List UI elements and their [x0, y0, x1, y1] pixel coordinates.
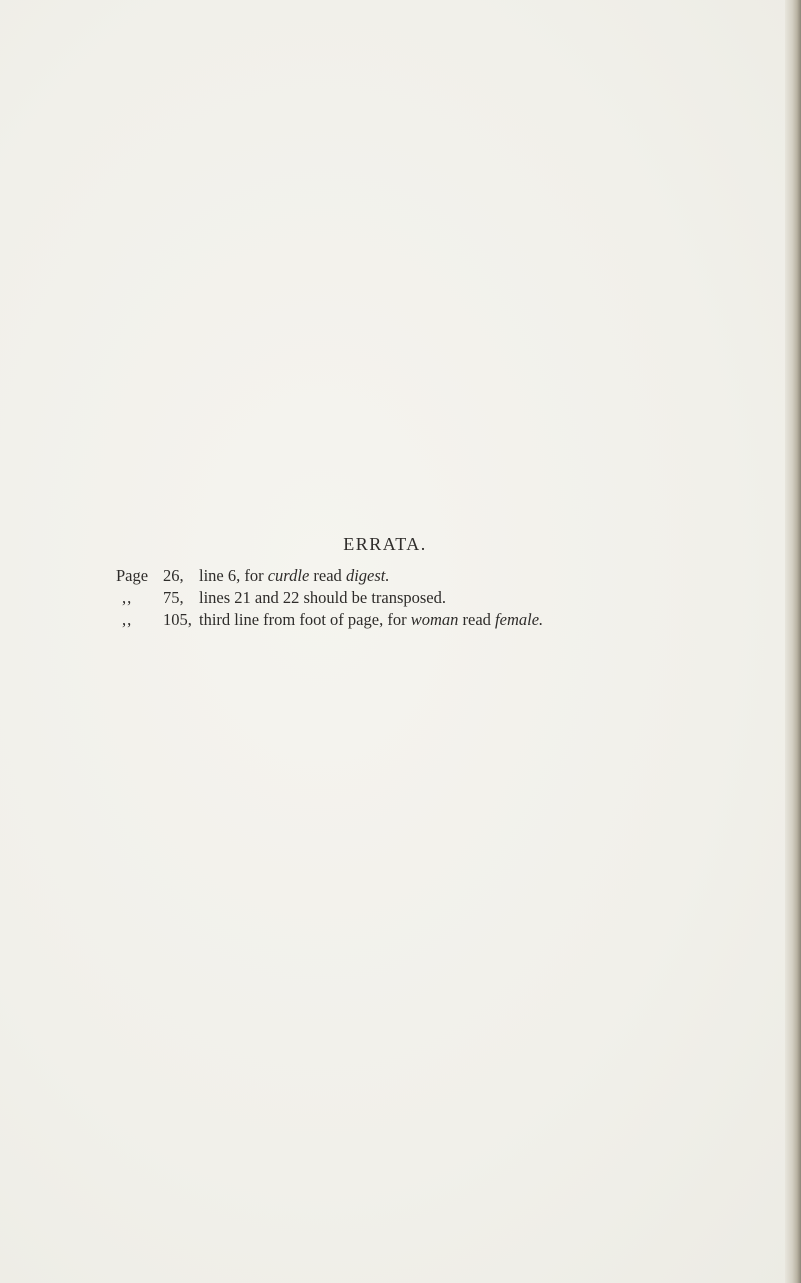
errata-entry — [0, 608, 700, 632]
page-number: 26, — [163, 566, 184, 585]
page-label: Page — [116, 566, 149, 585]
read-word: read — [313, 566, 342, 585]
errata-entry — [0, 586, 700, 610]
ditto-mark: ,, — [122, 588, 133, 607]
errata-entry — [0, 564, 700, 588]
read-word: read — [462, 610, 491, 629]
correction-text — [199, 564, 389, 588]
page-edge — [785, 0, 801, 1283]
correction-text — [199, 608, 543, 632]
ditto-mark: ,, — [122, 610, 133, 629]
correction-prefix: line 6, for — [199, 566, 264, 585]
wrong-word: curdle — [267, 566, 310, 585]
correct-word: digest. — [345, 566, 390, 585]
correct-word: female. — [495, 610, 544, 629]
page-number: 75, — [163, 588, 184, 607]
errata-heading: ERRATA. — [343, 534, 427, 554]
correction-prefix: third line from foot of page, for — [199, 610, 407, 629]
wrong-word: woman — [410, 610, 459, 629]
correction-text: lines 21 and 22 should be transposed. — [199, 588, 447, 607]
page-number: 105, — [163, 610, 192, 629]
